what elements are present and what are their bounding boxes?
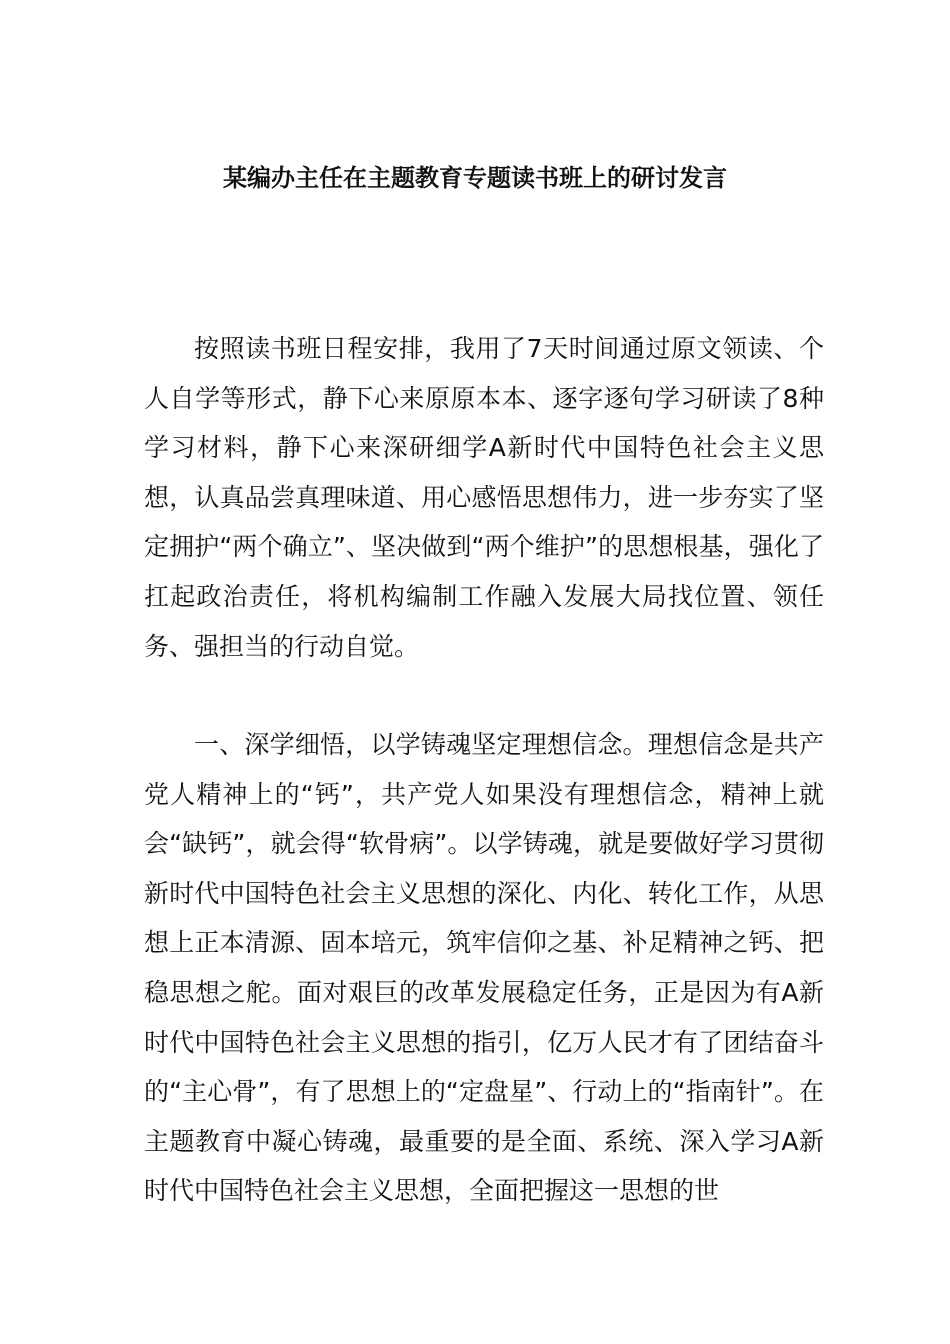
- document-title: 某编办主任在主题教育专题读书班上的研讨发言: [223, 164, 727, 192]
- paragraph-section-one: 一、深学细悟，以学铸魂坚定理想信念。理想信念是共产党人精神上的“钙”，共产党人如果没有理想信念，精神上就会“缺钙”，就会得“软骨病”。以学铸魂，就是要做好学习贯彻新时代中国特色社会主义思想的深化、内化、转化工作，从思想上正本清源、固本培元，筑牢信仰之基、补足精神之钙、把稳思想之舵。面对艰巨的改革发展稳定任务，正是因为有A新时代中国特色社会主义思想的指引，亿万人民才有了团结奋斗的“主心骨”，有了思想上的“定盘星”、行动上的“指南针”。在主题教育中凝心铸魂，最重要的是全面、系统、深入学习A新时代中国特色社会主义思想，全面把握这一思想的世: [144, 730, 824, 1206]
- paragraph-intro: 按照读书班日程安排，我用了7天时间通过原文领读、个人自学等形式，静下心来原原本本、逐字逐句学习研读了8种学习材料，静下心来深研细学A新时代中国特色社会主义思想，认真品尝真理味道、用心感悟思想伟力，进一步夯实了坚定拥护“两个确立”、坚决做到“两个维护”的思想根基，强化了扛起政治责任，将机构编制工作融入发展大局找位置、领任务、强担当的行动自觉。: [144, 334, 824, 661]
